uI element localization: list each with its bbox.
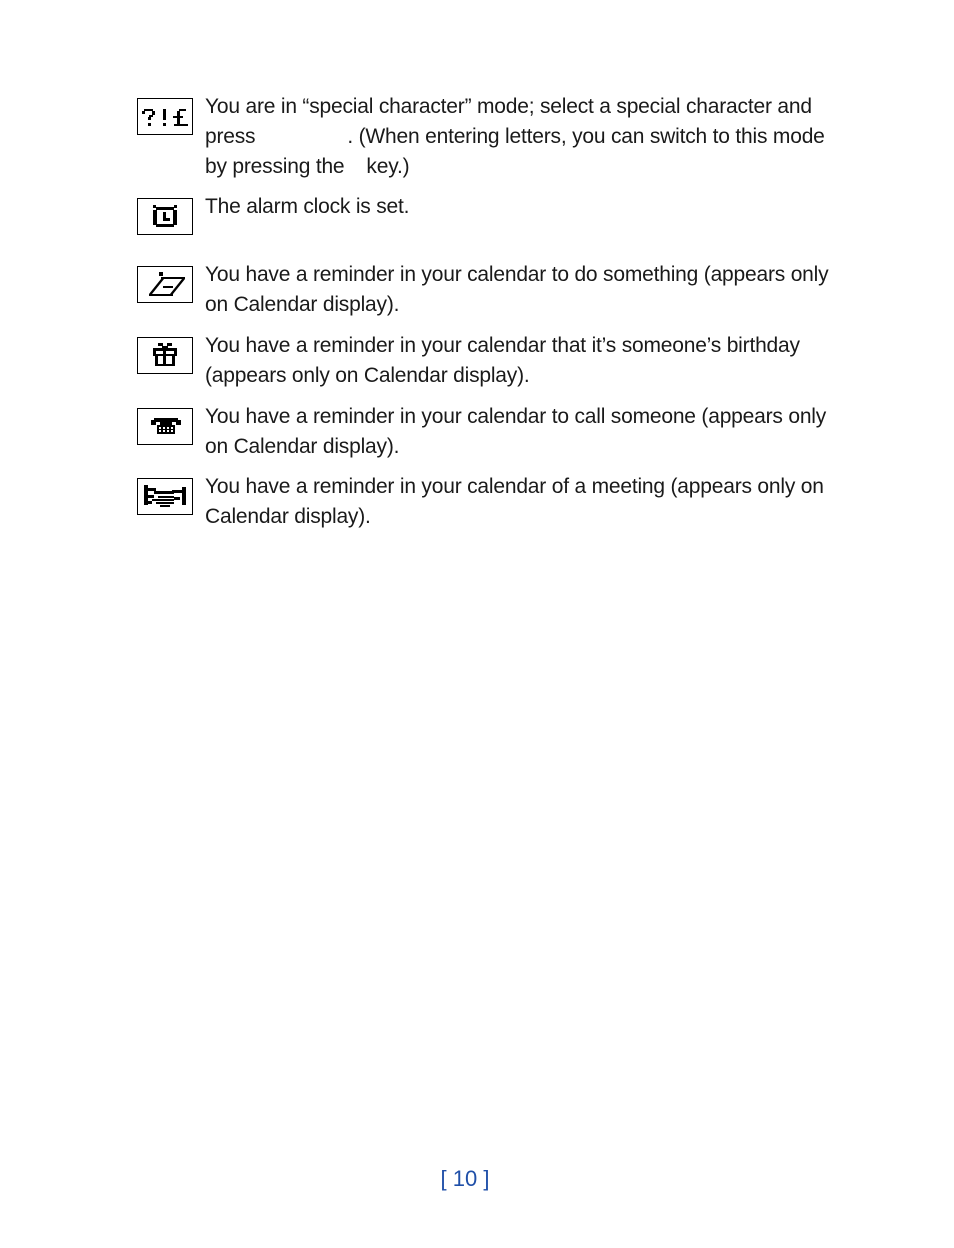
- meeting-handshake-icon: [137, 478, 193, 515]
- alarm-clock-icon: [137, 198, 193, 235]
- description-text: You have a reminder in your calendar of a meeting (appears only on Calendar display).: [205, 475, 824, 528]
- entry-description: [205, 92, 835, 182]
- description-text: You have a reminder in your calendar that it’s someone’s birthday (appears only on Calendar display).: [205, 334, 800, 387]
- telephone-icon: [137, 408, 193, 445]
- entry-description: [205, 331, 835, 391]
- description-text: The alarm clock is set.: [205, 195, 410, 218]
- page-number: [ 10 ]: [440, 1166, 490, 1191]
- description-text: You are in “special character” mode; select a special character and press: [205, 95, 812, 148]
- reminder-note-icon: [137, 266, 193, 303]
- special-character-icon: [137, 98, 193, 135]
- description-text: You have a reminder in your calendar to call someone (appears only on Calendar display).: [205, 405, 827, 458]
- entry-description: [205, 260, 835, 320]
- entry-description: [205, 472, 835, 532]
- description-text: You have a reminder in your calendar to do something (appears only on Calendar display).: [205, 263, 829, 316]
- birthday-gift-icon: [137, 337, 193, 374]
- description-text: . (When entering letters, you can switch to this mode by pressing the: [205, 125, 825, 178]
- description-text: key.): [366, 155, 410, 178]
- entry-description: [205, 192, 835, 222]
- entry-description: [205, 402, 835, 462]
